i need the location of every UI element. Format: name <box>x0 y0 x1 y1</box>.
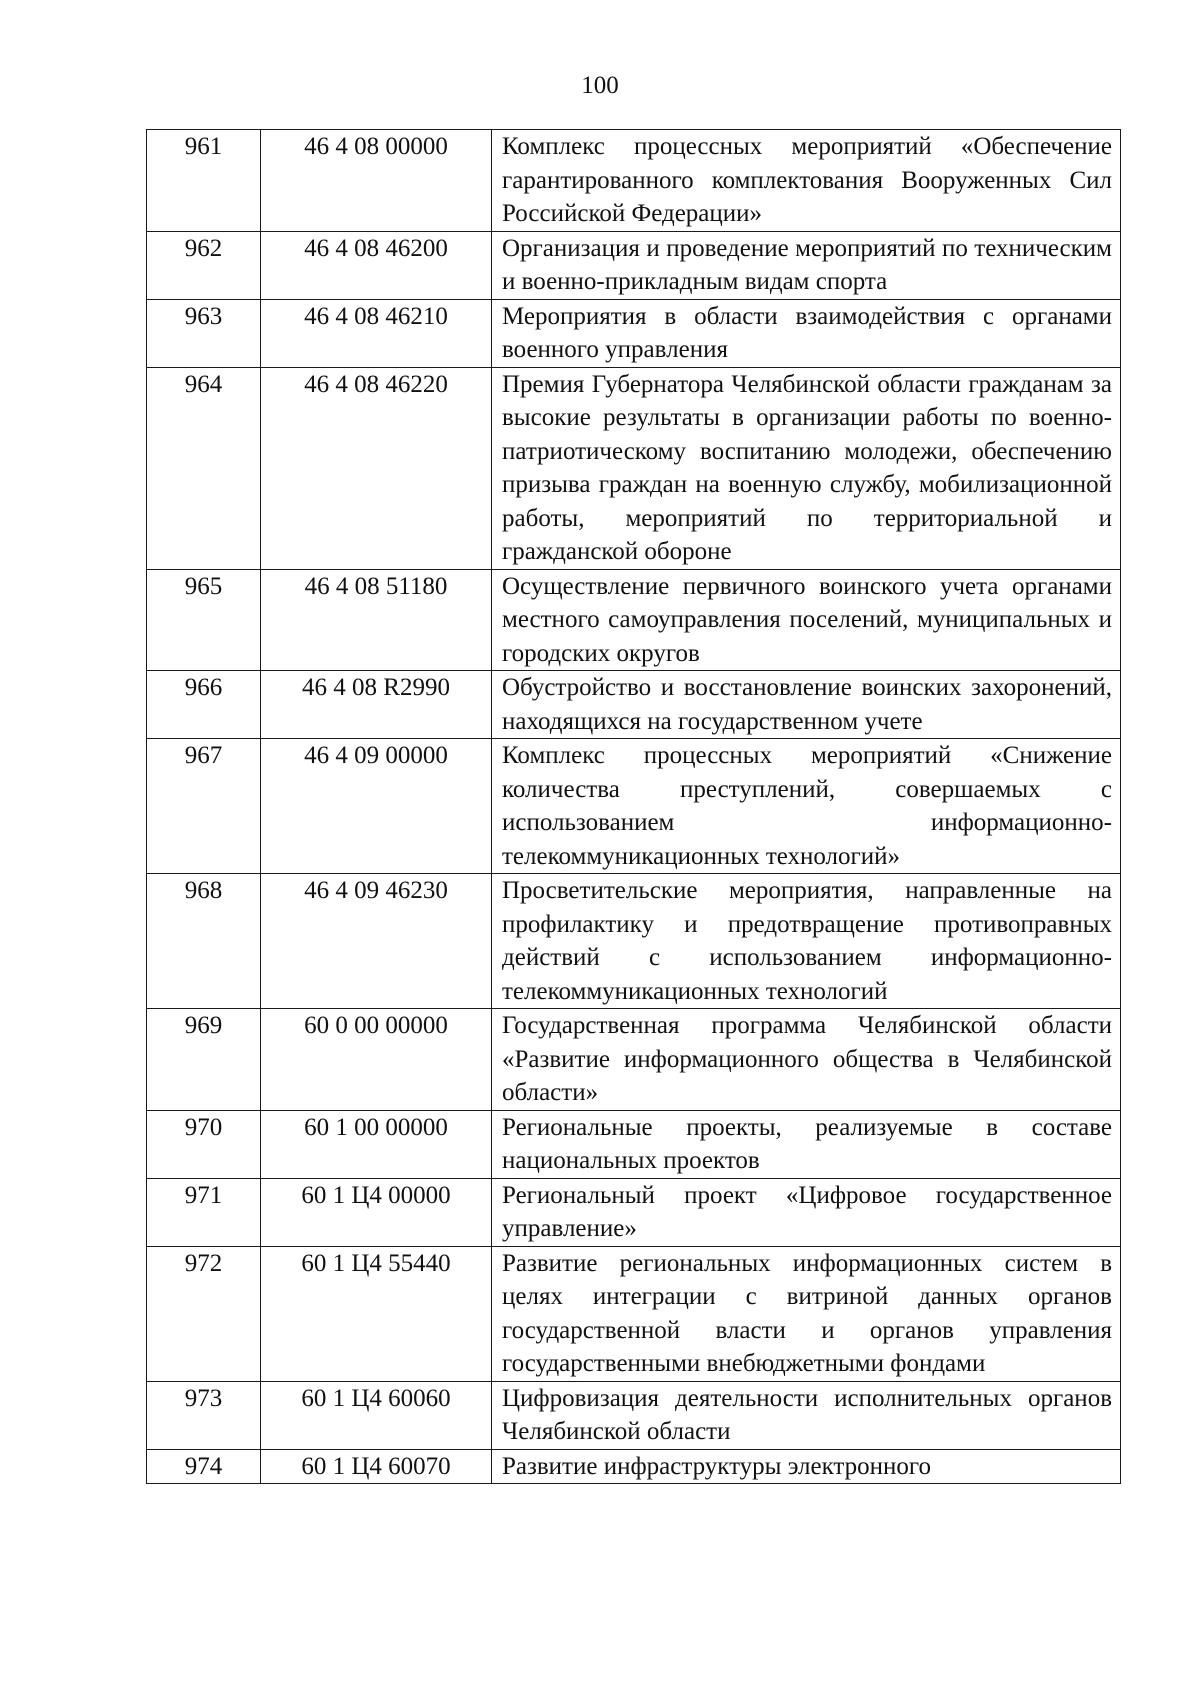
table-row <box>147 874 1121 1009</box>
row-description-cell <box>492 739 1121 874</box>
budget-code: 46 4 09 00000 <box>261 739 492 874</box>
row-description-cell <box>492 367 1121 569</box>
budget-code: 46 4 09 46230 <box>261 874 492 1009</box>
row-description-cell <box>492 569 1121 671</box>
table-row <box>147 1246 1121 1381</box>
row-description: Обустройство и восстановление воинских захоронений, находящихся на государственном учете <box>502 674 1112 735</box>
row-number: 972 <box>147 1246 261 1381</box>
budget-code: 60 1 Ц4 55440 <box>261 1246 492 1381</box>
row-description-cell <box>492 1178 1121 1246</box>
table-row <box>147 231 1121 299</box>
row-description-cell <box>492 299 1121 367</box>
row-description: Осуществление первичного воинского учета органами местного самоуправления поселений, муниципальных и городских округов <box>502 572 1112 667</box>
table-body <box>147 130 1121 1484</box>
row-description: Региональный проект «Цифровое государственное управление» <box>502 1181 1112 1242</box>
row-number: 971 <box>147 1178 261 1246</box>
budget-code: 46 4 08 46210 <box>261 299 492 367</box>
row-number: 961 <box>147 130 261 232</box>
row-number: 974 <box>147 1449 261 1484</box>
row-number: 969 <box>147 1009 261 1111</box>
budget-code: 60 1 Ц4 60070 <box>261 1449 492 1484</box>
row-description-cell <box>492 1449 1121 1484</box>
row-description: Премия Губернатора Челябинской области гражданам за высокие результаты в организации работы по военно-патриотическому воспитанию молодежи, обеспечению призыва граждан на военную службу, мобилизационной работы, мероприятий по территориальной и гражданской обороне <box>502 370 1112 565</box>
table-row <box>147 1110 1121 1178</box>
table-row <box>147 1381 1121 1449</box>
row-number: 973 <box>147 1381 261 1449</box>
page-number: 100 <box>581 72 619 99</box>
row-description: Региональные проекты, реализуемые в составе национальных проектов <box>502 1113 1112 1174</box>
row-description-cell <box>492 130 1121 232</box>
row-description: Комплекс процессных мероприятий «Обеспечение гарантированного комплектования Вооруженных Сил Российской Федерации» <box>502 133 1112 227</box>
table-row <box>147 569 1121 671</box>
table-row <box>147 1178 1121 1246</box>
row-description: Развитие региональных информационных систем в целях интеграции с витриной данных органов государственной власти и органов управления государственными внебюджетными фондами <box>502 1249 1112 1377</box>
budget-code: 60 1 Ц4 00000 <box>261 1178 492 1246</box>
table-row <box>147 671 1121 739</box>
budget-code: 46 4 08 46200 <box>261 231 492 299</box>
budget-code: 46 4 08 00000 <box>261 130 492 232</box>
row-description: Комплекс процессных мероприятий «Снижение количества преступлений, совершаемых с использованием информационно-телекоммуникационных технологий» <box>502 742 1112 870</box>
table-row <box>147 1009 1121 1111</box>
row-description: Развитие инфраструктуры электронного <box>502 1452 932 1480</box>
row-description: Цифровизация деятельности исполнительных органов Челябинской области <box>502 1384 1112 1445</box>
row-description-cell <box>492 1381 1121 1449</box>
budget-code: 60 1 Ц4 60060 <box>261 1381 492 1449</box>
row-description-cell <box>492 231 1121 299</box>
row-description: Организация и проведение мероприятий по техническим и военно-прикладным видам спорта <box>502 234 1112 295</box>
row-description: Просветительские мероприятия, направленные на профилактику и предотвращение противоправных действий с использованием информационно-телекоммуникационных технологий <box>502 877 1112 1005</box>
row-number: 966 <box>147 671 261 739</box>
classification-table <box>146 129 1121 1484</box>
row-number: 963 <box>147 299 261 367</box>
row-description: Мероприятия в области взаимодействия с органами военного управления <box>502 302 1112 363</box>
table-row <box>147 739 1121 874</box>
row-description-cell <box>492 1009 1121 1111</box>
row-description-cell <box>492 874 1121 1009</box>
budget-code: 60 1 00 00000 <box>261 1110 492 1178</box>
budget-code: 46 4 08 51180 <box>261 569 492 671</box>
table-row <box>147 130 1121 232</box>
row-description-cell <box>492 1110 1121 1178</box>
row-description-cell <box>492 671 1121 739</box>
row-description-cell <box>492 1246 1121 1381</box>
row-number: 968 <box>147 874 261 1009</box>
row-description: Государственная программа Челябинской области «Развитие информационного общества в Челябинской области» <box>502 1012 1112 1106</box>
row-number: 964 <box>147 367 261 569</box>
table-row <box>147 367 1121 569</box>
row-number: 967 <box>147 739 261 874</box>
row-number: 962 <box>147 231 261 299</box>
table-row <box>147 1449 1121 1484</box>
row-number: 965 <box>147 569 261 671</box>
row-number: 970 <box>147 1110 261 1178</box>
budget-code: 46 4 08 R2990 <box>261 671 492 739</box>
table-row <box>147 299 1121 367</box>
budget-code: 60 0 00 00000 <box>261 1009 492 1111</box>
budget-code: 46 4 08 46220 <box>261 367 492 569</box>
